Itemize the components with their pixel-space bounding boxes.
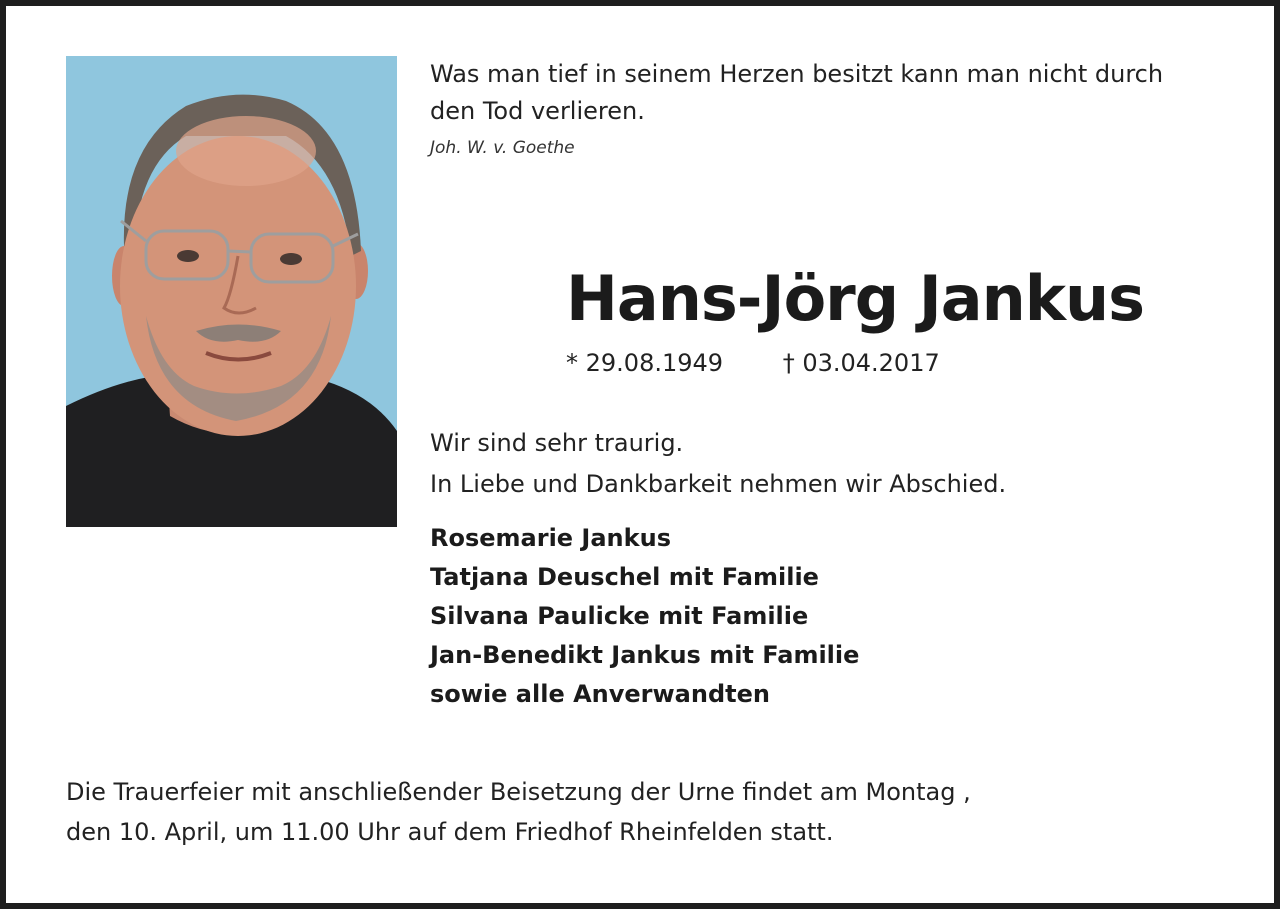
quote-line: den Tod verlieren.	[430, 97, 645, 125]
mourners-list	[430, 519, 859, 714]
birth-date: * 29.08.1949	[566, 349, 724, 377]
death-date: † 03.04.2017	[782, 349, 940, 377]
quote-line: Was man tief in seinem Herzen besitzt kann man nicht durch	[430, 60, 1164, 88]
message-line: Wir sind sehr traurig.	[430, 429, 684, 457]
quote-author: Joh. W. v. Goethe	[430, 138, 575, 158]
service-line: Die Trauerfeier mit anschließender Beisetzung der Urne findet am Montag ,	[66, 778, 971, 806]
mourner-name: sowie alle Anverwandten	[430, 680, 770, 708]
mourner-name: Rosemarie Jankus	[430, 524, 671, 552]
mourner-name: Silvana Paulicke mit Familie	[430, 602, 809, 630]
mourner-name: Jan-Benedikt Jankus mit Familie	[430, 641, 860, 669]
funeral-service-info	[66, 772, 1226, 852]
memorial-quote	[430, 56, 1250, 130]
deceased-name: Hans-Jörg Jankus	[566, 262, 1145, 335]
life-dates	[566, 349, 940, 377]
message-line: In Liebe und Dankbarkeit nehmen wir Abschied.	[430, 470, 1007, 498]
mourner-name: Tatjana Deuschel mit Familie	[430, 563, 819, 591]
service-line: den 10. April, um 11.00 Uhr auf dem Friedhof Rheinfelden statt.	[66, 818, 834, 846]
portrait-photo	[66, 56, 397, 527]
farewell-message	[430, 423, 1006, 505]
